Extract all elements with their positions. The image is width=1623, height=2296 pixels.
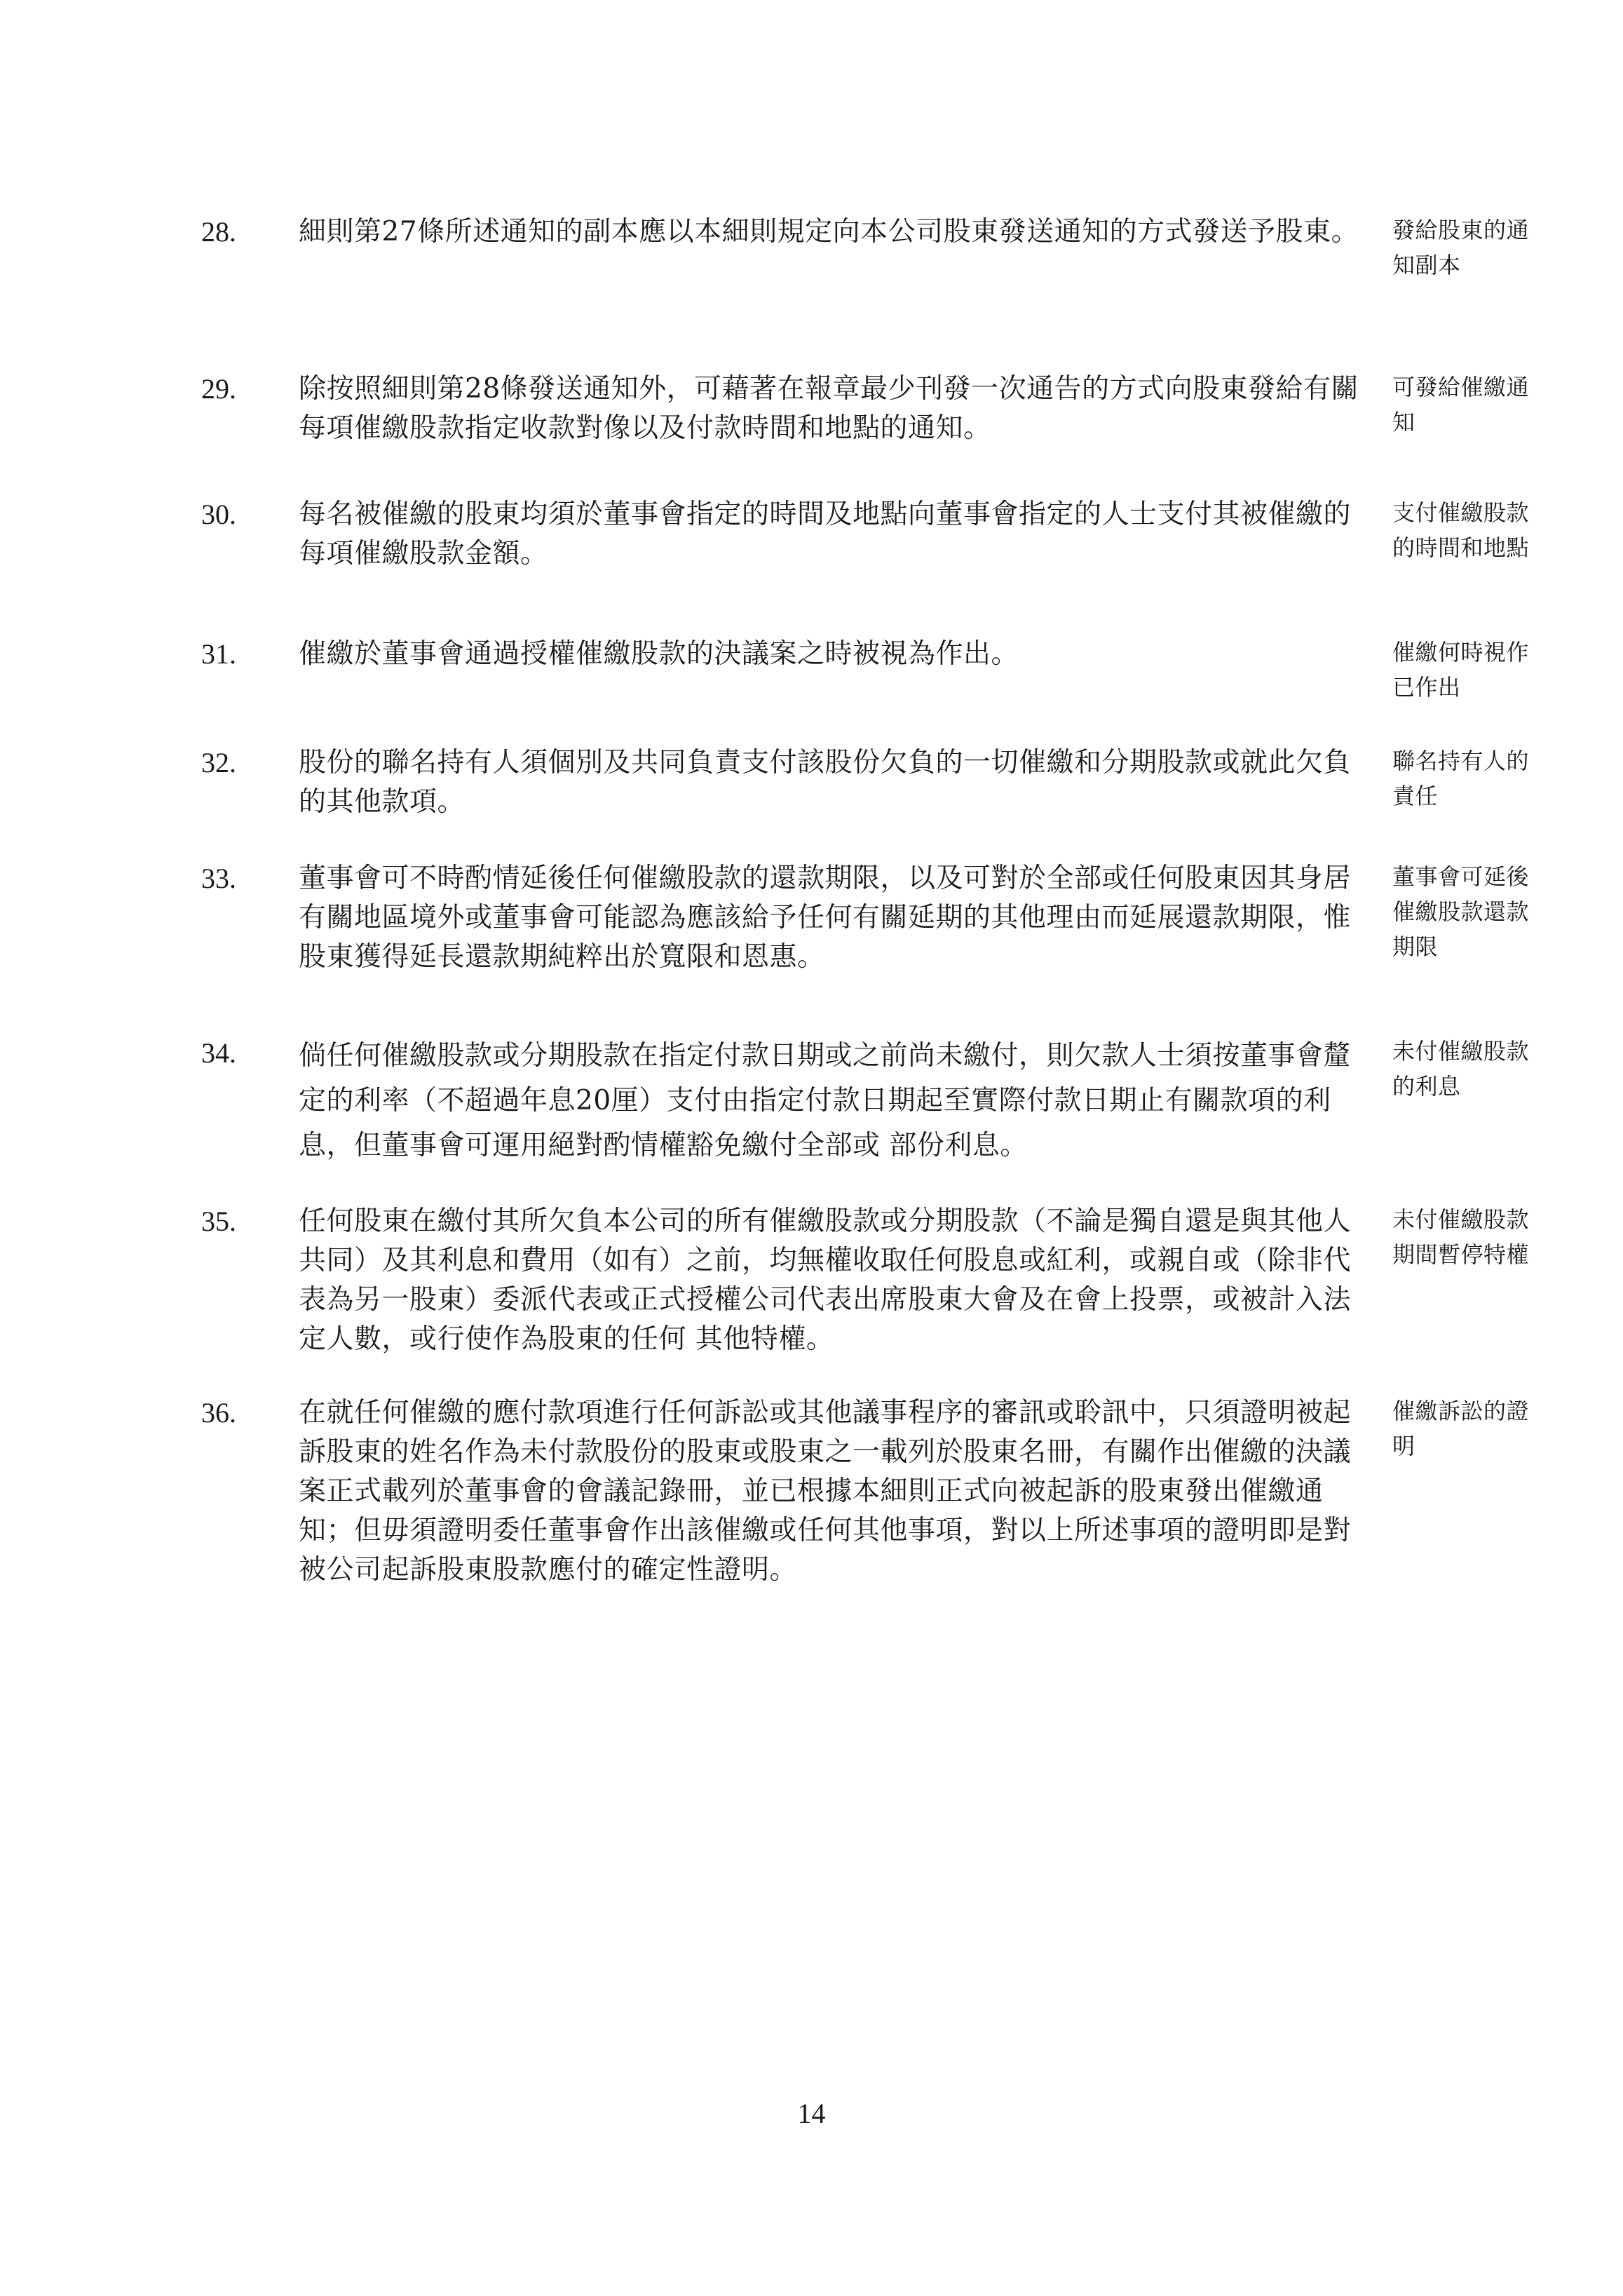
article-number: 29. bbox=[201, 373, 236, 405]
article-number: 35. bbox=[201, 1206, 236, 1237]
article-text: 在就任何催繳的應付款項進行任何訴訟或其他議事程序的審訊或聆訊中，只須證明被起訴股東的姓名作為未付款股份的股東或股東之一載列於股東名冊，有關作出催繳的決議案正式載列於董事會的會議記錄冊，並已根據本細則正式向被起訴的股東發出催繳通知；但毋須證明委任董事會作出該催繳或任何其他事項，對以上所述事項的證明即是對被公司起訴股東股款應付的確定性證明。 bbox=[299, 1397, 1352, 1586]
article-text: 倘任何催繳股款或分期股款在指定付款日期或之前尚未繳付，則欠款人士須按董事會釐定的利率（不超過年息20厘）支付由指定付款日期起至實際付款日期止有關款項的利息，但董事會可運用絕對酌情權豁免繳付全部或 部份利息。 bbox=[299, 1040, 1352, 1161]
margin-note: 可發給催繳通知 bbox=[1392, 374, 1530, 435]
article-text: 每名被催繳的股東均須於董事會指定的時間及地點向董事會指定的人士支付其被催繳的每項催繳股款金額。 bbox=[299, 499, 1352, 569]
article-number: 36. bbox=[201, 1397, 236, 1429]
margin-note: 催繳訴訟的證明 bbox=[1392, 1398, 1530, 1459]
margin-note: 催繳何時視作已作出 bbox=[1392, 639, 1530, 701]
article-number: 30. bbox=[201, 499, 236, 530]
article-number: 34. bbox=[201, 1037, 236, 1069]
margin-note: 未付催繳股款期間暫停特權 bbox=[1392, 1206, 1530, 1268]
article-number: 32. bbox=[201, 747, 236, 778]
margin-note: 董事會可延後 催繳股款還款 期限 bbox=[1392, 863, 1530, 960]
article-number: 31. bbox=[201, 638, 236, 670]
margin-note: 聯名持有人的責任 bbox=[1392, 748, 1530, 809]
article-text: 細則第27條所述通知的副本應以本細則規定向本公司股東發送通知的方式發送予股東。 bbox=[299, 216, 1359, 248]
article-text: 董事會可不時酌情延後任何催繳股款的還款期限，以及可對於全部或任何股東因其身居有關地區境外或董事會可能認為應該給予任何有關延期的其他理由而延展還款期限，惟股東獲得延長還款期純粹出於寬限和恩惠。 bbox=[299, 863, 1352, 973]
article-number: 33. bbox=[201, 863, 236, 894]
margin-note: 未付催繳股款的利息 bbox=[1392, 1038, 1530, 1100]
article-number: 28. bbox=[201, 216, 236, 248]
article-text: 股份的聯名持有人須個別及共同負責支付該股份欠負的一切催繳和分期股款或就此欠負的其他款項。 bbox=[299, 747, 1352, 818]
article-text: 除按照細則第28條發送通知外，可藉著在報章最少刊發一次通告的方式向股東發給有關每項催繳股款指定收款對像以及付款時間和地點的通知。 bbox=[299, 373, 1359, 444]
article-text: 催繳於董事會通過授權催繳股款的決議案之時被視為作出。 bbox=[299, 638, 1019, 670]
page-number: 14 bbox=[797, 2098, 826, 2129]
margin-note: 發給股東的通知副本 bbox=[1392, 217, 1530, 278]
margin-note: 支付催繳股款的時間和地點 bbox=[1392, 499, 1530, 561]
article-text: 任何股東在繳付其所欠負本公司的所有催繳股款或分期股款（不論是獨自還是與其他人共同）及其利息和費用（如有）之前，均無權收取任何股息或紅利，或親自或（除非代表為另一股東）委派代表或正式授權公司代表出席股東大會及在會上投票，或被計入法定人數，或行使作為股東的任何 其他特權。 bbox=[299, 1206, 1352, 1355]
